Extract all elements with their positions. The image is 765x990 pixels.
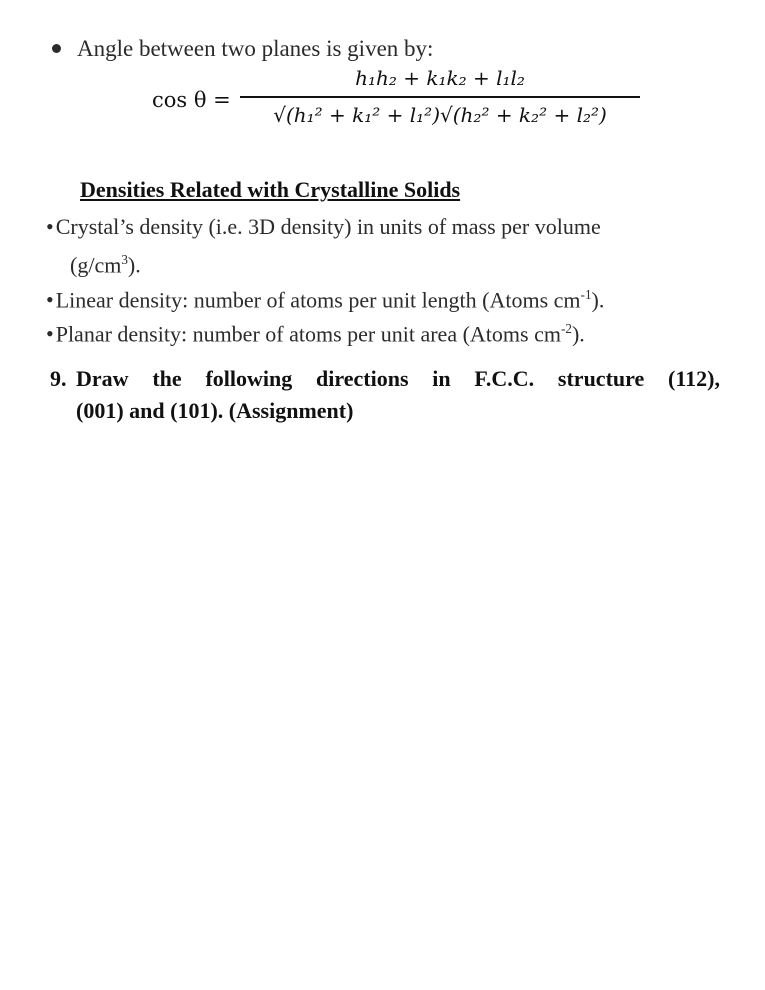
crystal-density-item — [46, 213, 601, 241]
bullet-char: • — [46, 321, 54, 347]
question-line-2: (001) and (101). (Assignment) — [76, 398, 354, 423]
question-number: 9. — [50, 366, 67, 391]
bullet-char: • — [46, 287, 54, 313]
linear-density-sup: -1 — [580, 287, 592, 302]
formula-lhs: cos θ = — [152, 88, 231, 112]
crystal-density-text: Crystal’s density (i.e. 3D density) in units of mass per volume — [55, 214, 601, 239]
densities-heading: Densities Related with Crystalline Solids — [80, 177, 461, 202]
planar-density-suffix: ). — [571, 321, 585, 347]
bullet-char: • — [46, 214, 54, 239]
linear-density-text: Linear density: number of atoms per unit length (Atoms cm — [55, 287, 581, 313]
question-line-1: Draw the following directions in F.C.C. structure (112), — [76, 366, 720, 391]
planar-density-text: Planar density: number of atoms per unit area (Atoms cm — [55, 321, 561, 347]
formula-numerator: h₁h₂ + k₁k₂ + l₁l₂ — [355, 66, 525, 90]
units-suffix: ). — [127, 252, 141, 278]
linear-density-suffix: ). — [591, 287, 605, 313]
units-prefix: (g/cm — [70, 252, 122, 278]
angle-bullet-text: Angle between two planes is given by: — [77, 36, 434, 61]
planar-density-item — [46, 315, 585, 348]
crystal-density-units — [70, 246, 141, 279]
angle-bullet — [52, 36, 433, 62]
units-sup: 3 — [121, 252, 128, 267]
linear-density-item — [46, 281, 604, 314]
planar-density-sup: -2 — [560, 321, 572, 336]
formula-fraction — [240, 60, 640, 134]
bullet-dot-icon — [52, 44, 61, 53]
formula-denominator: √(h₁² + k₁² + l₁²)√(h₂² + k₂² + l₂²) — [273, 102, 607, 127]
